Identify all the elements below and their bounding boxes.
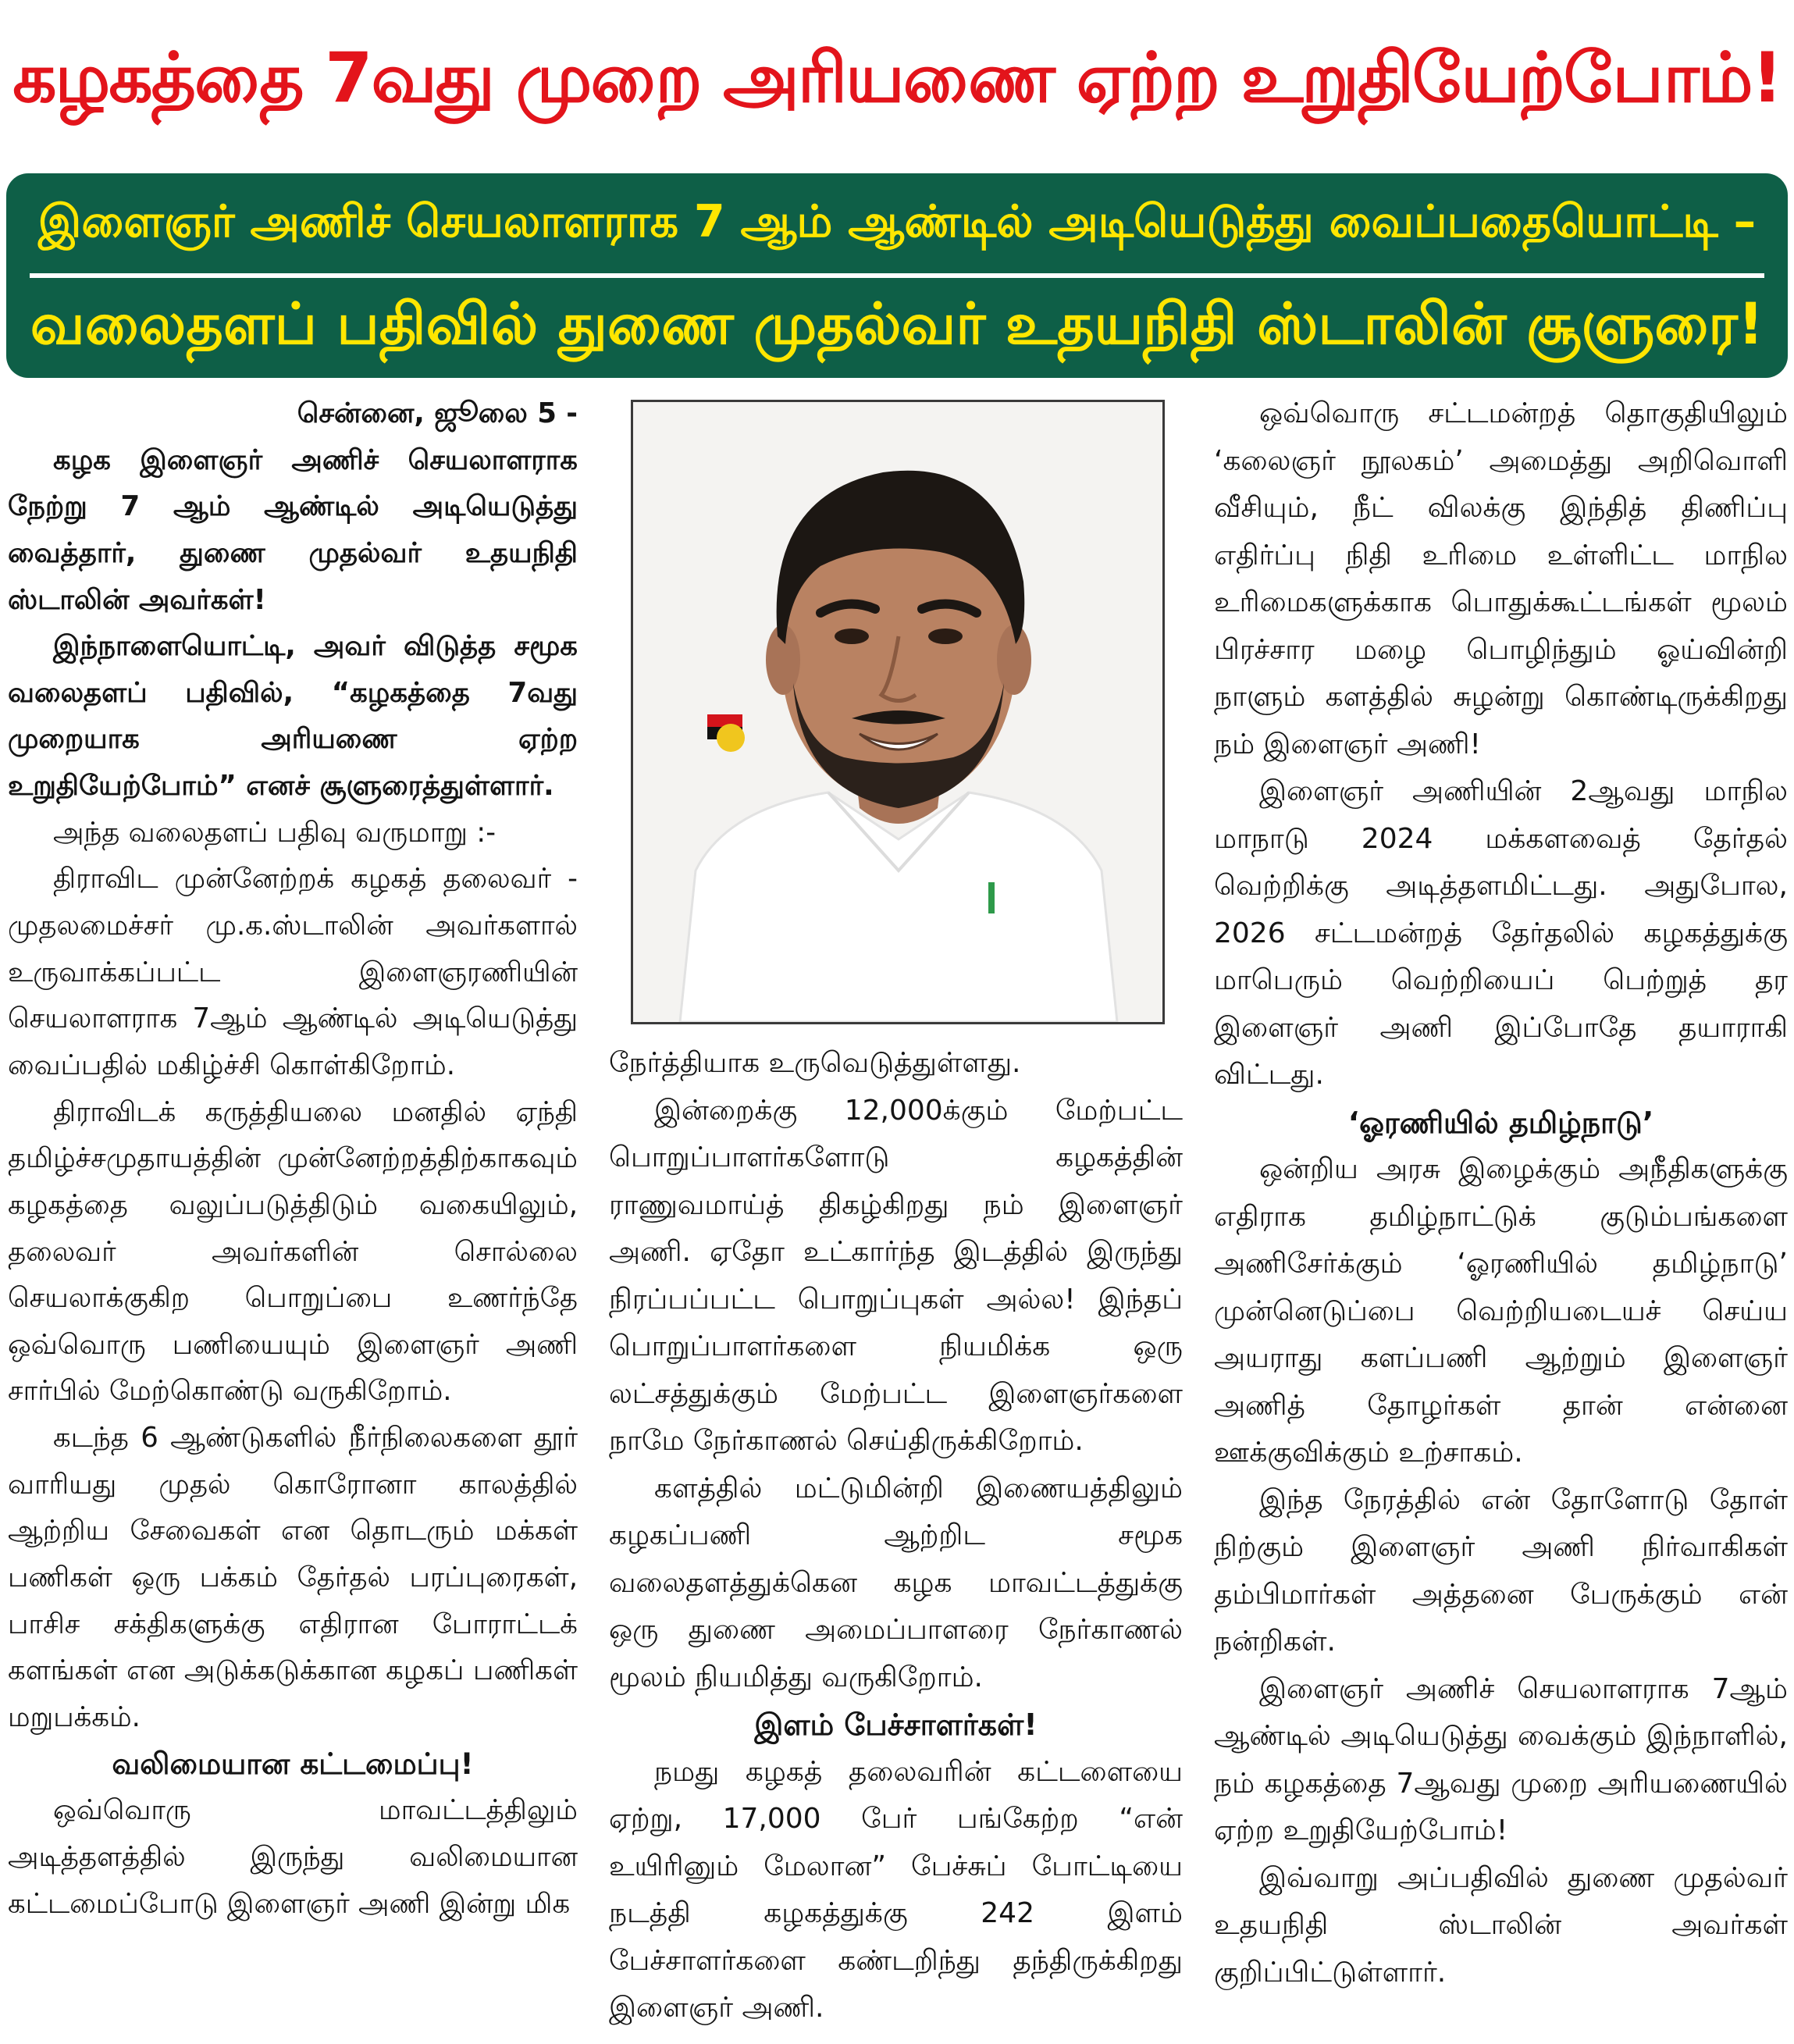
banner-text: வலைதளப் பதிவில் துணை முதல்வர் உதயநிதி ஸ்டாலின் சூளுரை! [30, 290, 1764, 358]
body-paragraph: திராவிடக் கருத்தியலை மனதில் ஏந்தி தமிழ்ச்சமுதாயத்தின் முன்னேற்றத்திற்காகவும் கழகத்தை வலுப்படுத்திடும் வகையிலும், தலைவர் அவர்களின் சொல்லை செயலாக்குகிற பொறுப்பை உணர்ந்தே ஒவ்வொரு பணியையும் இளைஞர் அணி சார்பில் மேற்கொண்டு வருகிறோம். [8, 1095, 578, 1408]
body-paragraph: ஒவ்வொரு சட்டமன்றத் தொகுதியிலும் ‘கலைஞர் நூலகம்’ அமைத்து அறிவொளி வீசியும், நீட் விலக்கு இந்தித் திணிப்பு எதிர்ப்பு நிதி உரிமை உள்ளிட்ட மாநில உரிமைகளுக்காக பொதுக்கூட்டங்கள் மூலம் பிரச்சார மழை பொழிந்தும் ஓய்வின்றி நாளும் களத்தில் சுழன்று கொண்டிருக்கிறது நம் இளைஞர் அணி! [1214, 397, 1788, 760]
portrait-photo [631, 400, 1165, 1024]
article-column-3 [1214, 390, 1788, 1996]
lead-paragraph-1: கழக இளைஞர் அணிச் செயலாளராக நேற்று 7 ஆம் ஆண்டில் அடியெடுத்து வைத்தார், துணை முதல்வர் உதயநிதி ஸ்டாலின் அவர்கள்! [8, 443, 578, 616]
body-paragraph: திராவிட முன்னேற்றக் கழகத் தலைவர் - முதலமைச்சர் மு.க.ஸ்டாலின் அவர்களால் உருவாக்கப்பட்ட இளைஞரணியின் செயலாளராக 7ஆம் ஆண்டில் அடியெடுத்து வைப்பதில் மகிழ்ச்சி கொள்கிறோம். [8, 863, 578, 1081]
subheading-young-speakers: இளம் பேச்சாளர்கள்! [754, 1707, 1038, 1742]
dateline: சென்னை, ஜூலை 5 - [297, 397, 578, 429]
subheading-oraniyil-tamilnadu: ‘ஓரணியில் தமிழ்நாடு’ [1347, 1105, 1654, 1140]
banner-line-1 [6, 180, 1788, 270]
lead-paragraph-2: இந்நாளையொட்டி, அவர் விடுத்த சமூக வலைதளப் பதிவில், “கழகத்தை 7வது முறையாக அரியணை ஏற்ற உறுதியேற்போம்” எனச் சூளுரைத்துள்ளார். [8, 630, 578, 803]
headline-area [0, 0, 1794, 164]
subheadline-banner [6, 173, 1788, 378]
headline: கழகத்தை 7வது முறை அரியணை ஏற்ற உறுதியேற்போம்! [12, 37, 1782, 118]
article-column-2 [609, 1040, 1183, 2032]
body-paragraph: கடந்த 6 ஆண்டுகளில் நீர்நிலைகளை தூர் வாரியது முதல் கொரோனா காலத்தில் ஆற்றிய சேவைகள் என தொடரும் மக்கள் பணிகள் ஒரு பக்கம் தேர்தல் பரப்புரைகள், பாசிச சக்திகளுக்கு எதிரான போராட்டக் களங்கள் என அடுக்கடுக்கான கழகப் பணிகள் மறுபக்கம். [8, 1422, 578, 1733]
body-paragraph: ஒவ்வொரு மாவட்டத்திலும் அடித்தளத்தில் இருந்து வலிமையான கட்டமைப்போடு இளைஞர் அணி இன்று மிக [8, 1794, 578, 1920]
body-paragraph: நமது கழகத் தலைவரின் கட்டளையை ஏற்று, 17,000 பேர் பங்கேற்ற “என் உயிரினும் மேலான” பேச்சுப் போட்டியை நடத்தி கழகத்துக்கு 242 இளம் பேச்சாளர்களை கண்டறிந்து தந்திருக்கிறது இளைஞர் அணி. [609, 1755, 1183, 2024]
body-paragraph: இளைஞர் அணியின் 2ஆவது மாநில மாநாடு 2024 மக்களவைத் தேர்தல் வெற்றிக்கு அடித்தளமிட்டது. அதுபோல, 2026 சட்டமன்றத் தேர்தலில் கழகத்துக்கு மாபெரும் வெற்றியைப் பெற்றுத் தர இளைஞர் அணி இப்போதே தயாராகி விட்டது. [1214, 775, 1788, 1091]
article-column-1 [8, 390, 578, 1927]
body-paragraph: ஒன்றிய அரசு இழைக்கும் அநீதிகளுக்கு எதிராக தமிழ்நாட்டுக் குடும்பங்களை அணிசேர்க்கும் ‘ஓரணியில் தமிழ்நாடு’ முன்னெடுப்பை வெற்றியடையச் செய்ய அயராது களப்பணி ஆற்றும் இளைஞர் அணித் தோழர்கள் தான் என்னை ஊக்குவிக்கும் உற்சாகம். [1214, 1153, 1788, 1469]
portrait-illustration [633, 402, 1162, 1022]
body-paragraph: இந்த நேரத்தில் என் தோளோடு தோள் நிற்கும் இளைஞர் அணி நிர்வாகிகள் தம்பிமார்கள் அத்தனை பேருக்கும் என் நன்றிகள். [1214, 1483, 1788, 1658]
banner-line-2 [6, 283, 1788, 373]
banner-text: இளைஞர் அணிச் செயலாளராக 7 ஆம் ஆண்டில் அடியெடுத்து வைப்பதையொட்டி – [37, 196, 1757, 247]
body-paragraph: இவ்வாறு அப்பதிவில் துணை முதல்வர் உதயநிதி ஸ்டாலின் அவர்கள் குறிப்பிட்டுள்ளார். [1214, 1861, 1788, 1989]
subheading-strong-structure: வலிமையான கட்டமைப்பு! [112, 1746, 474, 1781]
body-paragraph: களத்தில் மட்டுமின்றி இணையத்திலும் கழகப்பணி ஆற்றிட சமூக வலைதளத்துக்கென கழக மாவட்டத்துக்கு ஒரு துணை அமைப்பாளரை நேர்காணல் மூலம் நியமித்து வருகிறோம். [609, 1472, 1183, 1693]
body-paragraph: நேர்த்தியாக உருவெடுத்துள்ளது. [609, 1047, 1021, 1079]
body-paragraph: அந்த வலைதளப் பதிவு வருமாறு :- [53, 816, 497, 849]
body-paragraph: இளைஞர் அணிச் செயலாளராக 7ஆம் ஆண்டில் அடியெடுத்து வைக்கும் இந்நாளில், நம் கழகத்தை 7ஆவது முறை அரியணையில் ஏற்ற உறுதியேற்போம்! [1214, 1672, 1788, 1846]
banner-divider [30, 273, 1764, 278]
body-paragraph: இன்றைக்கு 12,000க்கும் மேற்பட்ட பொறுப்பாளர்களோடு கழகத்தின் ராணுவமாய்த் திகழ்கிறது நம் இளைஞர் அணி. ஏதோ உட்கார்ந்த இடத்தில் இருந்து நிரப்பப்பட்ட பொறுப்புகள் அல்ல! இந்தப் பொறுப்பாளர்களை நியமிக்க ஒரு லட்சத்துக்கும் மேற்பட்ட இளைஞர்களை நாமே நேர்காணல் செய்திருக்கிறோம். [609, 1094, 1183, 1457]
